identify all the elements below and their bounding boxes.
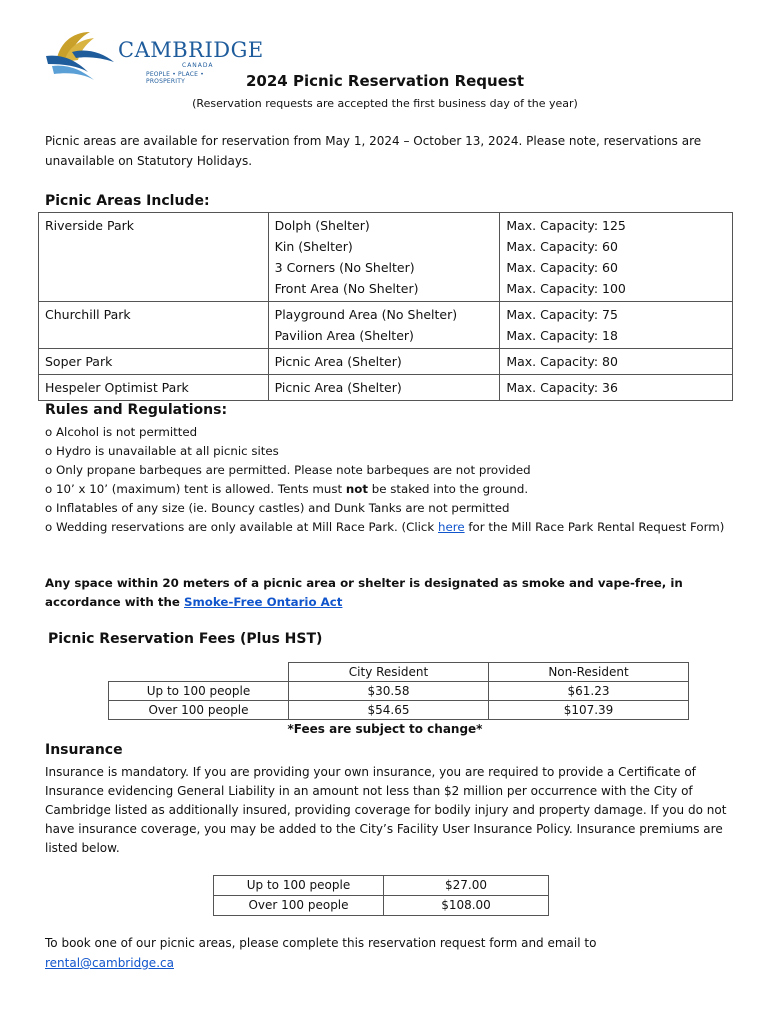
rule-item: o Only propane barbeques are permitted. Please note barbeques are not provided (45, 463, 531, 477)
table-row (39, 375, 733, 401)
rule-item: o Alcohol is not permitted (45, 425, 198, 439)
fees-change-note: *Fees are subject to change* (287, 722, 483, 736)
table-row (39, 302, 733, 349)
area-name: Picnic Area (Shelter) (268, 375, 500, 401)
fees-col-resident: City Resident (289, 663, 489, 682)
fees-row-label: Up to 100 people (109, 682, 289, 701)
area-capacity: Max. Capacity: 75 (506, 307, 618, 322)
area-name: Dolph (Shelter) (274, 218, 370, 233)
area-capacity: Max. Capacity: 100 (506, 281, 626, 296)
smoke-free-notice: Any space within 20 meters of a picnic area or shelter is designated as smoke and vape-free, in accordance with the Smoke-Free Ontario Act (45, 576, 683, 609)
page-subtitle: (Reservation requests are accepted the first business day of the year) (192, 97, 578, 110)
fee-value: $30.58 (289, 682, 489, 701)
table-row (109, 682, 689, 701)
fees-row-label: Over 100 people (109, 701, 289, 720)
table-row (214, 896, 549, 916)
premium-value: $108.00 (384, 896, 549, 916)
rules-list (45, 423, 735, 537)
area-name: Front Area (No Shelter) (274, 281, 419, 296)
insurance-premiums-table (213, 875, 549, 916)
table-row (214, 876, 549, 896)
rule-item: o Wedding reservations are only available at Mill Race Park. (Click here for the Mill Race Park Rental Request Form) (45, 520, 725, 534)
fee-value: $54.65 (289, 701, 489, 720)
area-capacity: Max. Capacity: 60 (506, 239, 618, 254)
table-row (39, 349, 733, 375)
park-name-cell: Churchill Park (39, 302, 269, 349)
premium-label: Up to 100 people (214, 876, 384, 896)
fee-value: $107.39 (489, 701, 689, 720)
rental-email-link[interactable]: rental@cambridge.ca (45, 956, 174, 970)
area-capacity: Max. Capacity: 80 (500, 349, 733, 375)
area-capacity: Max. Capacity: 125 (506, 218, 626, 233)
rule-item: o Inflatables of any size (ie. Bouncy castles) and Dunk Tanks are not permitted (45, 501, 510, 515)
rule-item: o 10’ x 10’ (maximum) tent is allowed. Tents must not be staked into the ground. (45, 482, 529, 496)
rules-heading: Rules and Regulations: (45, 402, 228, 418)
logo-tagline: PEOPLE • PLACE • PROSPERITY (146, 71, 204, 85)
rule-item: o Hydro is unavailable at all picnic sites (45, 444, 279, 458)
areas-heading: Picnic Areas Include: (45, 193, 210, 209)
area-name: Picnic Area (Shelter) (268, 349, 500, 375)
premium-label: Over 100 people (214, 896, 384, 916)
area-capacity: Max. Capacity: 18 (506, 328, 618, 343)
insurance-heading: Insurance (45, 742, 123, 758)
intro-paragraph: Picnic areas are available for reservation from May 1, 2024 – October 13, 2024. Please note, reservations are unavailable on Statutory Holidays. (45, 134, 702, 168)
area-name: Playground Area (No Shelter) (274, 307, 458, 322)
picnic-areas-table (38, 212, 733, 401)
area-name: Kin (Shelter) (274, 239, 353, 254)
smoke-free-ontario-act-link[interactable]: Smoke-Free Ontario Act (184, 595, 343, 609)
table-row (109, 701, 689, 720)
fee-value: $61.23 (489, 682, 689, 701)
area-capacity: Max. Capacity: 60 (506, 260, 618, 275)
footer-paragraph: To book one of our picnic areas, please complete this reservation request form and email to rental@cambridge.ca (45, 936, 597, 970)
logo-wordmark: CAMBRIDGE (118, 38, 264, 62)
table-row (39, 213, 733, 302)
logo-country: CANADA (182, 62, 214, 69)
area-capacity: Max. Capacity: 36 (500, 375, 733, 401)
area-name: Pavilion Area (Shelter) (274, 328, 414, 343)
fees-col-nonresident: Non-Resident (489, 663, 689, 682)
table-row (109, 663, 689, 682)
area-name: 3 Corners (No Shelter) (274, 260, 415, 275)
premium-value: $27.00 (384, 876, 549, 896)
fees-heading: Picnic Reservation Fees (Plus HST) (48, 631, 323, 647)
page-title: 2024 Picnic Reservation Request (246, 72, 524, 90)
park-name-cell: Riverside Park (39, 213, 269, 302)
park-name-cell: Soper Park (39, 349, 269, 375)
park-name-cell: Hespeler Optimist Park (39, 375, 269, 401)
mill-race-park-link[interactable]: here (438, 520, 465, 534)
fees-table (108, 662, 689, 720)
insurance-paragraph: Insurance is mandatory. If you are providing your own insurance, you are required to provide a Certificate of Insurance evidencing General Liability in an amount not less than $2 million per occurrence with the City of Cambridge listed as additionally insured, providing coverage for bodily injury and property damage. If you do not have insurance coverage, you may be added to the City’s Facility User Insurance Policy. Insurance premiums are listed below. (45, 765, 727, 855)
